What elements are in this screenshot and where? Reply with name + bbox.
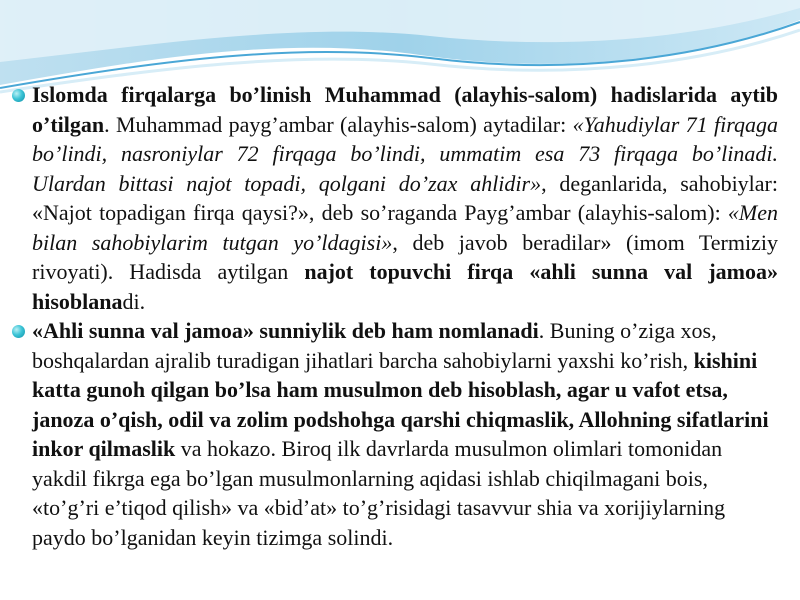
p2-bold-intro: «Ahli sunna val jamoa» sunniylik deb ham nomlanadi [32, 318, 539, 343]
bullet-icon [12, 325, 25, 338]
p1-hadith-quote: «Yahudiylar 71 firqaga bo’lindi, nasroniylar 72 firqaga bo’lindi, ummatim esa 73 firqaga bo’linadi. Ulardan bittasi najot topadi, qolgani do’zax ahlidir» [32, 111, 778, 196]
p2-text-a: . Buning o’ziga xos, boshqalardan ajralib turadigan jihatlari barcha sahobiylarni yaxshi ko’rish, [32, 318, 717, 373]
p1-answer-quote: «Men bilan sahobiylarim tutgan yo’ldagisi» [32, 200, 778, 255]
p2-bold-traits: kishini katta gunoh qilgan bo’lsa ham musulmon deb hisoblash, agar u vafot etsa, janoza o’qish, odil va zolim podshohga qarshi chiqmaslik, Allohning sifatlarini inkor qilmaslik [32, 347, 769, 461]
p1-text-c: , deb javob beradilar» (imom Termiziy rivoyati). Hadisda aytilgan [32, 229, 778, 284]
p2-text-b: va hokazo. Biroq ilk davrlarda musulmon olimlari tomonidan yakdil fikrga ega bo’lgan musulmonlarning aqidasi ishlab chiqilmagani bois, «to’g’ri e’tiqod qilish» va «bid’at» to’g’risidagi tasavvur shia va xorijiylarning paydo bo’lganidan keyin tizimga solindi. [32, 436, 726, 550]
paragraph-2 [12, 316, 778, 552]
paragraph-1 [12, 80, 778, 316]
p1-text-a: . Muhammad payg’ambar (alayhis-salom) aytadilar: [104, 111, 573, 137]
p1-bold-intro: Islomda firqalarga bo’linish Muhammad (alayhis-salom) hadislarida aytib o’tilgan [32, 82, 778, 137]
p1-text-b: , deganlarida, sahobiylar: «Najot topadigan firqa qaysi?», deb so’raganda Payg’ambar (alayhis-salom): [32, 170, 778, 225]
slide-content [12, 80, 778, 552]
p1-bold-conclusion: najot topuvchi firqa «ahli sunna val jamoa» hisoblana [32, 259, 778, 314]
p1-text-d: di. [122, 288, 146, 314]
bullet-icon [12, 89, 25, 102]
